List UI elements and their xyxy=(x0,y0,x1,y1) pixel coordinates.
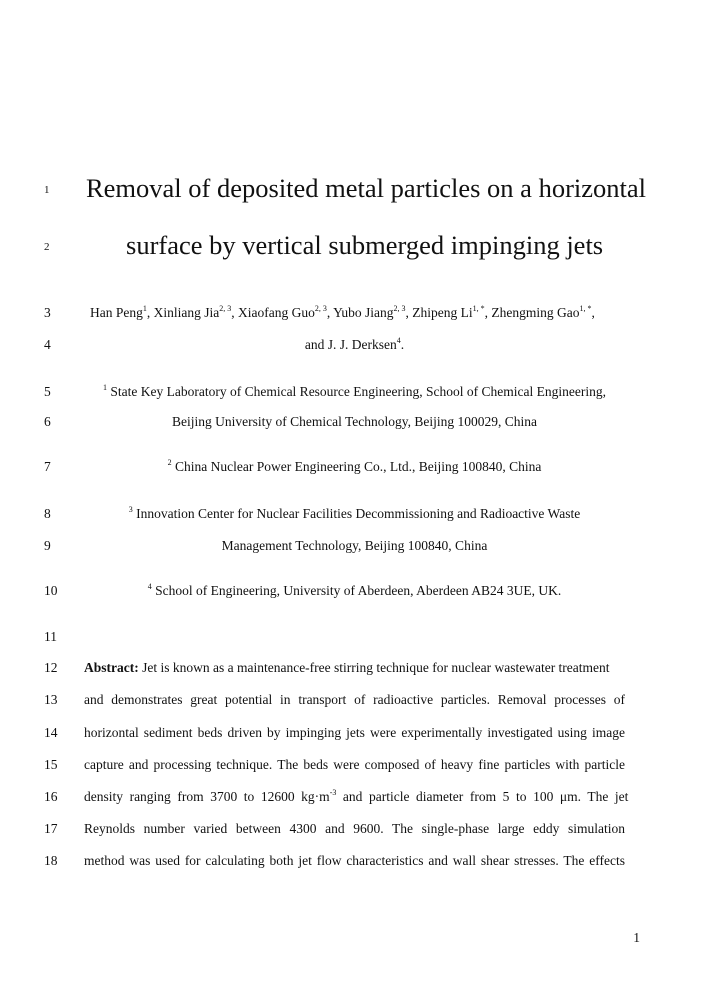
abstract-line xyxy=(0,722,707,744)
line-number: 1 xyxy=(44,184,50,196)
author-affiliation-mark: 1 xyxy=(142,304,147,313)
line-number: 9 xyxy=(44,538,51,553)
affiliation-1-text xyxy=(84,381,625,403)
line-number: 7 xyxy=(44,459,51,474)
authors-line-1 xyxy=(0,302,707,324)
author-affiliation-mark: 2, 3 xyxy=(219,304,232,313)
affiliation-4-text xyxy=(84,580,625,602)
affiliation-mark: 2 xyxy=(167,458,172,467)
author-affiliation-mark: 1, * xyxy=(579,304,592,313)
affiliation-4 xyxy=(0,580,707,602)
line-number: 4 xyxy=(44,337,51,352)
author-affiliation-mark: 4 xyxy=(396,336,401,345)
paper-title-line-2: surface by vertical submerged impinging jets xyxy=(126,230,604,260)
author-affiliation-mark: 2, 3 xyxy=(393,304,406,313)
author-name: Xiaofang Guo xyxy=(238,305,315,320)
affiliation-mark: 4 xyxy=(147,582,152,591)
line-number: 15 xyxy=(44,757,58,772)
affiliation-3-line-1 xyxy=(0,503,707,525)
abstract-text: method was used for calculating both jet flow characteristics and wall shear stresses. The effects xyxy=(84,853,625,868)
author-name: Zhengming Gao xyxy=(491,305,580,320)
abstract-line xyxy=(0,657,707,679)
line-number: 12 xyxy=(44,660,58,675)
affiliation-text: Innovation Center for Nuclear Facilities Decommissioning and Radioactive Waste xyxy=(136,506,581,521)
affiliation-1-line-1 xyxy=(0,381,707,403)
authors-line-2 xyxy=(0,334,707,356)
blank-line xyxy=(0,626,707,648)
abstract-line xyxy=(0,689,707,711)
authors-joiner: and xyxy=(304,337,325,352)
line-number: 18 xyxy=(44,853,58,868)
title-line-1 xyxy=(0,170,707,206)
affiliation-text: China Nuclear Power Engineering Co., Ltd., Beijing 100840, China xyxy=(175,459,542,474)
line-number: 14 xyxy=(44,725,58,740)
author-name: Yubo Jiang xyxy=(333,305,394,320)
affiliation-text: Beijing University of Chemical Technology, Beijing 100029, China xyxy=(171,414,537,429)
line-number: 2 xyxy=(44,241,50,253)
line-number: 11 xyxy=(44,629,57,644)
affiliation-mark: 1 xyxy=(103,383,107,392)
line-number: 5 xyxy=(44,384,51,399)
affiliation-2 xyxy=(0,456,707,478)
line-number: 10 xyxy=(44,583,58,598)
abstract-text: Reynolds number varied between 4300 and 9600. The single-phase large eddy simulation xyxy=(84,821,625,836)
affiliation-3-line-2 xyxy=(0,535,707,557)
abstract-text: horizontal sediment beds driven by impinging jets were experimentally investigated using image xyxy=(84,725,625,740)
unit-exponent: -3 xyxy=(329,788,337,797)
abstract-text: and demonstrates great potential in transport of radioactive particles. Removal processes of xyxy=(84,692,625,707)
author-affiliation-mark: 1, * xyxy=(472,304,485,313)
author-name: Xinliang Jia xyxy=(153,305,220,320)
affiliation-mark: 3 xyxy=(128,505,133,514)
abstract-label: Abstract: xyxy=(84,660,139,675)
abstract-line xyxy=(0,850,707,872)
page-number: 1 xyxy=(633,930,640,945)
title-line-2 xyxy=(0,227,707,263)
author-name: J. J. Derksen xyxy=(327,337,397,352)
abstract-text-segment: density ranging from 3700 to 12600 kg·m xyxy=(84,789,330,804)
affiliation-1-line-2 xyxy=(0,411,707,433)
affiliation-2-text xyxy=(84,456,625,478)
abstract-line xyxy=(0,786,707,808)
affiliation-text: State Key Laboratory of Chemical Resource Engineering, School of Chemical Engineering, xyxy=(110,384,606,399)
line-number: 8 xyxy=(44,506,51,521)
affiliation-3-text xyxy=(84,503,625,525)
author-list: Han Peng$^1$, Xinliang Jia$^{2, 3}$, Xiaofang Guo$^{2, 3}$, Yubo Jiang$^{2, 3}$, Zhipeng $Li^{1, *}$, Zhengming Gao$^{1, *}$, xyxy=(90,304,595,320)
paper-title-line-1: Removal of deposited metal particles on a horizontal xyxy=(86,173,647,203)
author-list-continued: and J. J. Derksen$^4$. xyxy=(304,336,405,352)
line-number: 6 xyxy=(44,414,51,429)
abstract-text-segment: Jet is known as a maintenance-free stirring technique for nuclear wastewater treatment xyxy=(142,660,610,675)
abstract-text xyxy=(84,657,625,679)
abstract-text-segment: and particle diameter from 5 to 100 μm. The jet xyxy=(336,789,629,804)
abstract-text xyxy=(84,786,629,808)
line-number: 13 xyxy=(44,692,58,707)
line-number: 3 xyxy=(44,305,51,320)
abstract-line xyxy=(0,818,707,840)
abstract-text: capture and processing technique. The beds were composed of heavy fine particles with particle xyxy=(84,757,625,772)
line-number: 16 xyxy=(44,789,58,804)
author-name: Zhipeng Li xyxy=(412,305,473,320)
affiliation-text: Management Technology, Beijing 100840, China xyxy=(221,538,488,553)
line-number: 17 xyxy=(44,821,58,836)
author-affiliation-mark: 2, 3 xyxy=(314,304,327,313)
author-name: Han Peng xyxy=(90,305,143,320)
affiliation-text: School of Engineering, University of Aberdeen, Aberdeen AB24 3UE, UK. xyxy=(155,583,562,598)
abstract-line xyxy=(0,754,707,776)
